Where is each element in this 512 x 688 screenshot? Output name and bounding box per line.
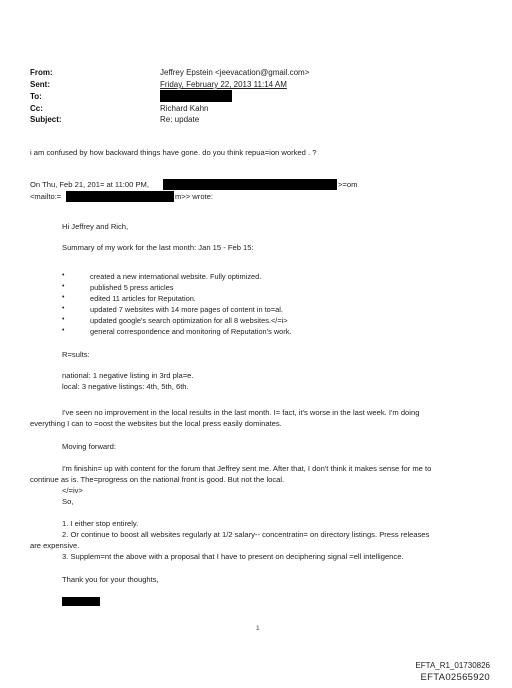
bullet-item: updated 7 websites with 14 more pages of content in to=al. — [90, 305, 283, 314]
bullet-marker: • — [62, 283, 65, 290]
bullet-item: created a new international website. Fully optimized. — [90, 272, 262, 281]
paragraph-2-line-2: continue as is. The=progress on the national front is good. But not the local. — [30, 475, 285, 484]
results-heading: R=sults: — [62, 350, 90, 359]
paragraph-1-line-1: I've seen no improvement in the local results in the last month. I= fact, it's worse in the last week. I'm doing — [62, 408, 420, 417]
moving-forward-heading: Moving forward: — [62, 442, 117, 451]
signature-redaction — [62, 597, 100, 606]
cc-label: Cc: — [30, 104, 43, 113]
subject-label: Subject: — [30, 115, 62, 124]
cc-value: Richard Kahn — [160, 104, 209, 113]
option-3: 3. Supplem=nt the above with a proposal that I have to present on deciphering signal =ell intelligence. — [62, 552, 404, 561]
footer-reference-1: EFTA_R1_01730826 — [415, 661, 490, 670]
so-line: So, — [62, 497, 74, 506]
to-label: To: — [30, 92, 42, 101]
thanks-line: Thank you for your thoughts, — [62, 575, 159, 584]
option-1: 1. I either stop entirely. — [62, 519, 139, 528]
sent-label: Sent: — [30, 80, 50, 89]
option-2: 2. Or continue to boost all websites regularly at 1/2 salary-- concentratin= on directory listings. Press releases — [62, 530, 430, 539]
result-national: national: 1 negative listing in 3rd pla=e. — [62, 371, 194, 380]
subject-value: Re: update — [160, 115, 200, 124]
bullet-marker: • — [62, 272, 65, 279]
mailto-redaction — [66, 191, 174, 202]
page-number: 1 — [256, 625, 260, 632]
option-2-continued: are expensive. — [30, 541, 80, 550]
sender-redaction — [163, 179, 337, 190]
bullet-item: published 5 press articles — [90, 283, 174, 292]
quote-on-prefix: On Thu, Feb 21, 201= at 11:00 PM, — [30, 180, 149, 189]
quote-email-suffix: >=om — [338, 180, 358, 189]
quote-mailto-prefix: <mailto:= — [30, 192, 62, 201]
quote-mailto-suffix: m>> wrote: — [175, 192, 213, 201]
greeting: Hi Jeffrey and Rich, — [62, 222, 129, 231]
summary-line: Summary of my work for the last month: Jan 15 - Feb 15: — [62, 243, 254, 252]
bullet-item: general correspondence and monitoring of Reputation's work. — [90, 327, 292, 336]
bullet-marker: • — [62, 294, 65, 301]
footer-reference-2: EFTA02565920 — [420, 672, 490, 683]
from-value: Jeffrey Epstein <jeevacation@gmail.com> — [160, 68, 310, 77]
bullet-marker: • — [62, 327, 65, 334]
result-local: local: 3 negative listings: 4th, 5th, 6th. — [62, 382, 189, 391]
bullet-item: edited 11 articles for Reputation. — [90, 294, 196, 303]
bullet-marker: • — [62, 316, 65, 323]
to-redaction — [160, 90, 232, 102]
paragraph-1-line-2: everything I can to =oost the websites but the local press easily dominates. — [30, 419, 282, 428]
bullet-marker: • — [62, 305, 65, 312]
paragraph-2-line-1: I'm finishin= up with content for the forum that Jeffrey sent me. After that, I don't think it makes sense for me to — [62, 464, 432, 473]
div-tag-line: </=iv> — [62, 486, 83, 495]
reply-line: i am confused by how backward things have gone. do you think repua=ion worked . ? — [30, 148, 317, 157]
sent-value: Friday, February 22, 2013 11:14 AM — [160, 80, 287, 89]
from-label: From: — [30, 68, 53, 77]
bullet-item: updated google's search optimization for all 8 websites.</=i> — [90, 316, 288, 325]
